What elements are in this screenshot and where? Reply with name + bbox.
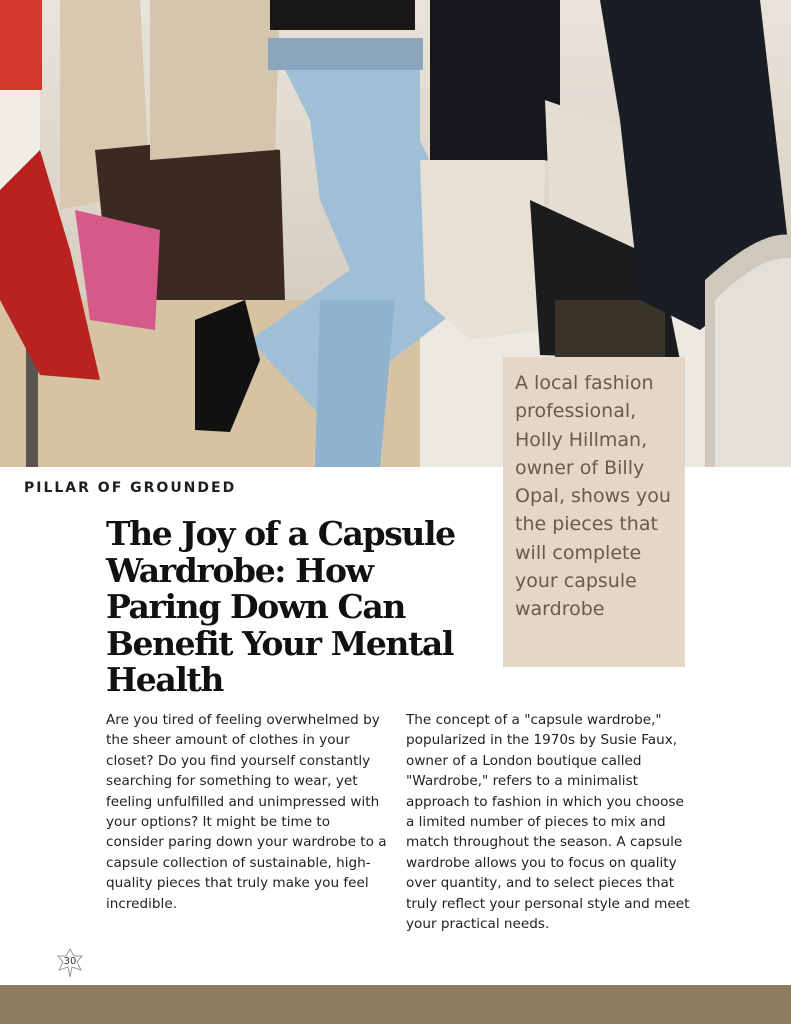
body-column-right: The concept of a "capsule wardrobe," popularized in the 1970s by Susie Faux, owner of a London boutique called "Wardrobe," refers to a minimalist approach to fashion in which you choose a limited number of pieces to mix and match throughout the season. A capsule wardrobe allows you to focus on quality over quantity, and to select pieces that truly reflect your personal style and meet your practical needs.	[406, 712, 690, 933]
article-title: The Joy of a Capsule Wardrobe: How Paring Down Can Benefit Your Mental Health	[106, 514, 455, 699]
footer-bar	[0, 985, 791, 1024]
body-column-left: Are you tired of feeling overwhelmed by the sheer amount of clothes in your closet? Do you find yourself constantly searching for something to wear, yet feeling unfulfilled and unimpressed with your options? It might be time to consider paring down your wardrobe to a capsule collection of sustainable, high-quality pieces that truly make you feel incredible.	[106, 712, 387, 912]
page-number	[56, 948, 84, 978]
photo-caption-callout	[503, 357, 685, 667]
section-label: PILLAR OF GROUNDED	[24, 480, 237, 496]
callout-text: A local fashion professional, Holly Hillman, owner of Billy Opal, shows you the pieces that will complete your capsule wardrobe	[515, 372, 671, 621]
page-number-text: 30	[63, 956, 77, 967]
